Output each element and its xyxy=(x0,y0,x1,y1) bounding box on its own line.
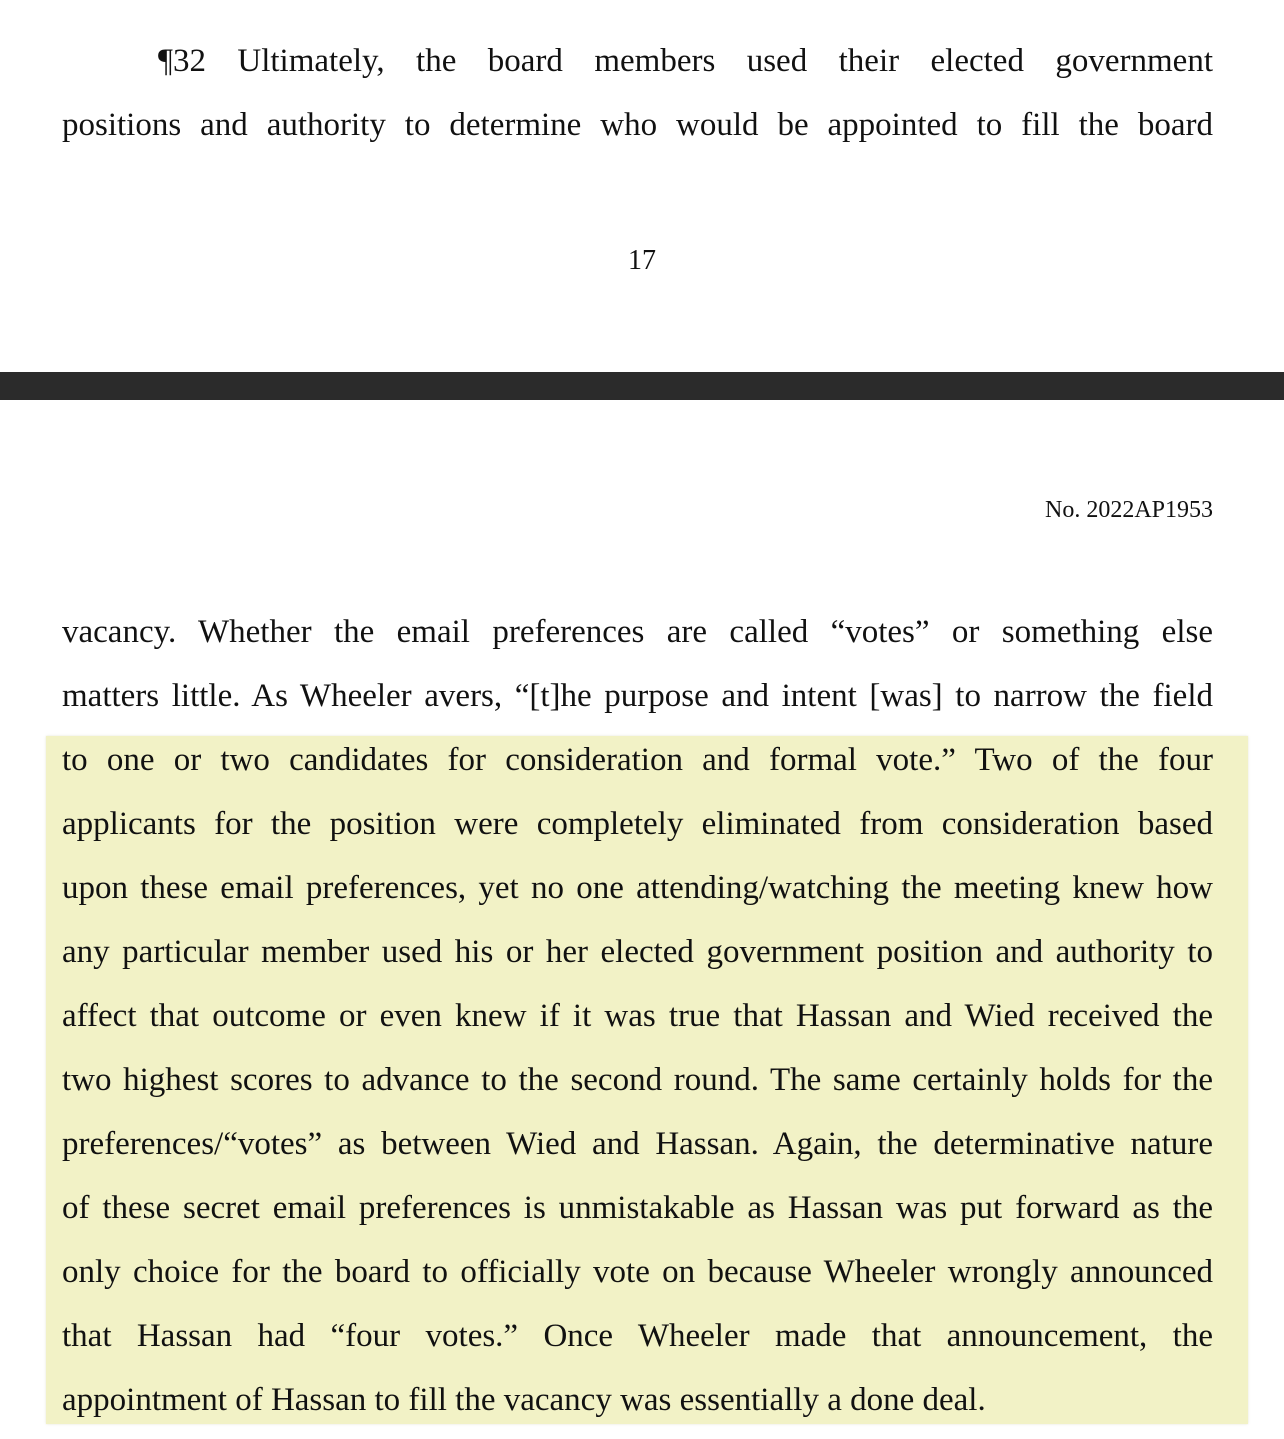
highlighted-paragraph-line: preferences/“votes” as between Wied and Hassan. Again, the determinative nature xyxy=(62,1126,1213,1162)
highlighted-paragraph-line: appointment of Hassan to fill the vacancy was essentially a done deal. xyxy=(62,1382,986,1418)
paragraph-line: vacancy. Whether the email preferences are called “votes” or something else xyxy=(62,614,1213,650)
highlighted-paragraph-line: applicants for the position were completely eliminated from consideration based xyxy=(62,806,1213,842)
highlighted-paragraph-line: that Hassan had “four votes.” Once Wheeler made that announcement, the xyxy=(62,1318,1213,1354)
paragraph-line: ¶32 Ultimately, the board members used their elected government xyxy=(158,43,1213,79)
case-number: No. 2022AP1953 xyxy=(1044,497,1213,523)
page-number: 17 xyxy=(628,245,656,276)
highlighted-paragraph-line: any particular member used his or her elected government position and authority to xyxy=(62,934,1213,970)
highlighted-paragraph-line: only choice for the board to officially vote on because Wheeler wrongly announced xyxy=(62,1254,1213,1290)
highlighted-paragraph-line: two highest scores to advance to the second round. The same certainly holds for the xyxy=(62,1062,1213,1098)
highlighted-paragraph-line: of these secret email preferences is unmistakable as Hassan was put forward as the xyxy=(62,1190,1213,1226)
paragraph-line: positions and authority to determine who would be appointed to fill the board xyxy=(62,107,1213,143)
highlighted-paragraph-line: upon these email preferences, yet no one attending/watching the meeting knew how xyxy=(62,870,1213,906)
paragraph-line: matters little. As Wheeler avers, “[t]he purpose and intent [was] to narrow the field xyxy=(62,678,1213,714)
page-top-section xyxy=(0,0,1284,372)
highlighted-paragraph-line: to one or two candidates for consideration and formal vote.” Two of the four xyxy=(62,742,1213,778)
page-separator xyxy=(0,372,1284,400)
highlighted-paragraph-line: affect that outcome or even knew if it was true that Hassan and Wied received the xyxy=(62,998,1213,1034)
